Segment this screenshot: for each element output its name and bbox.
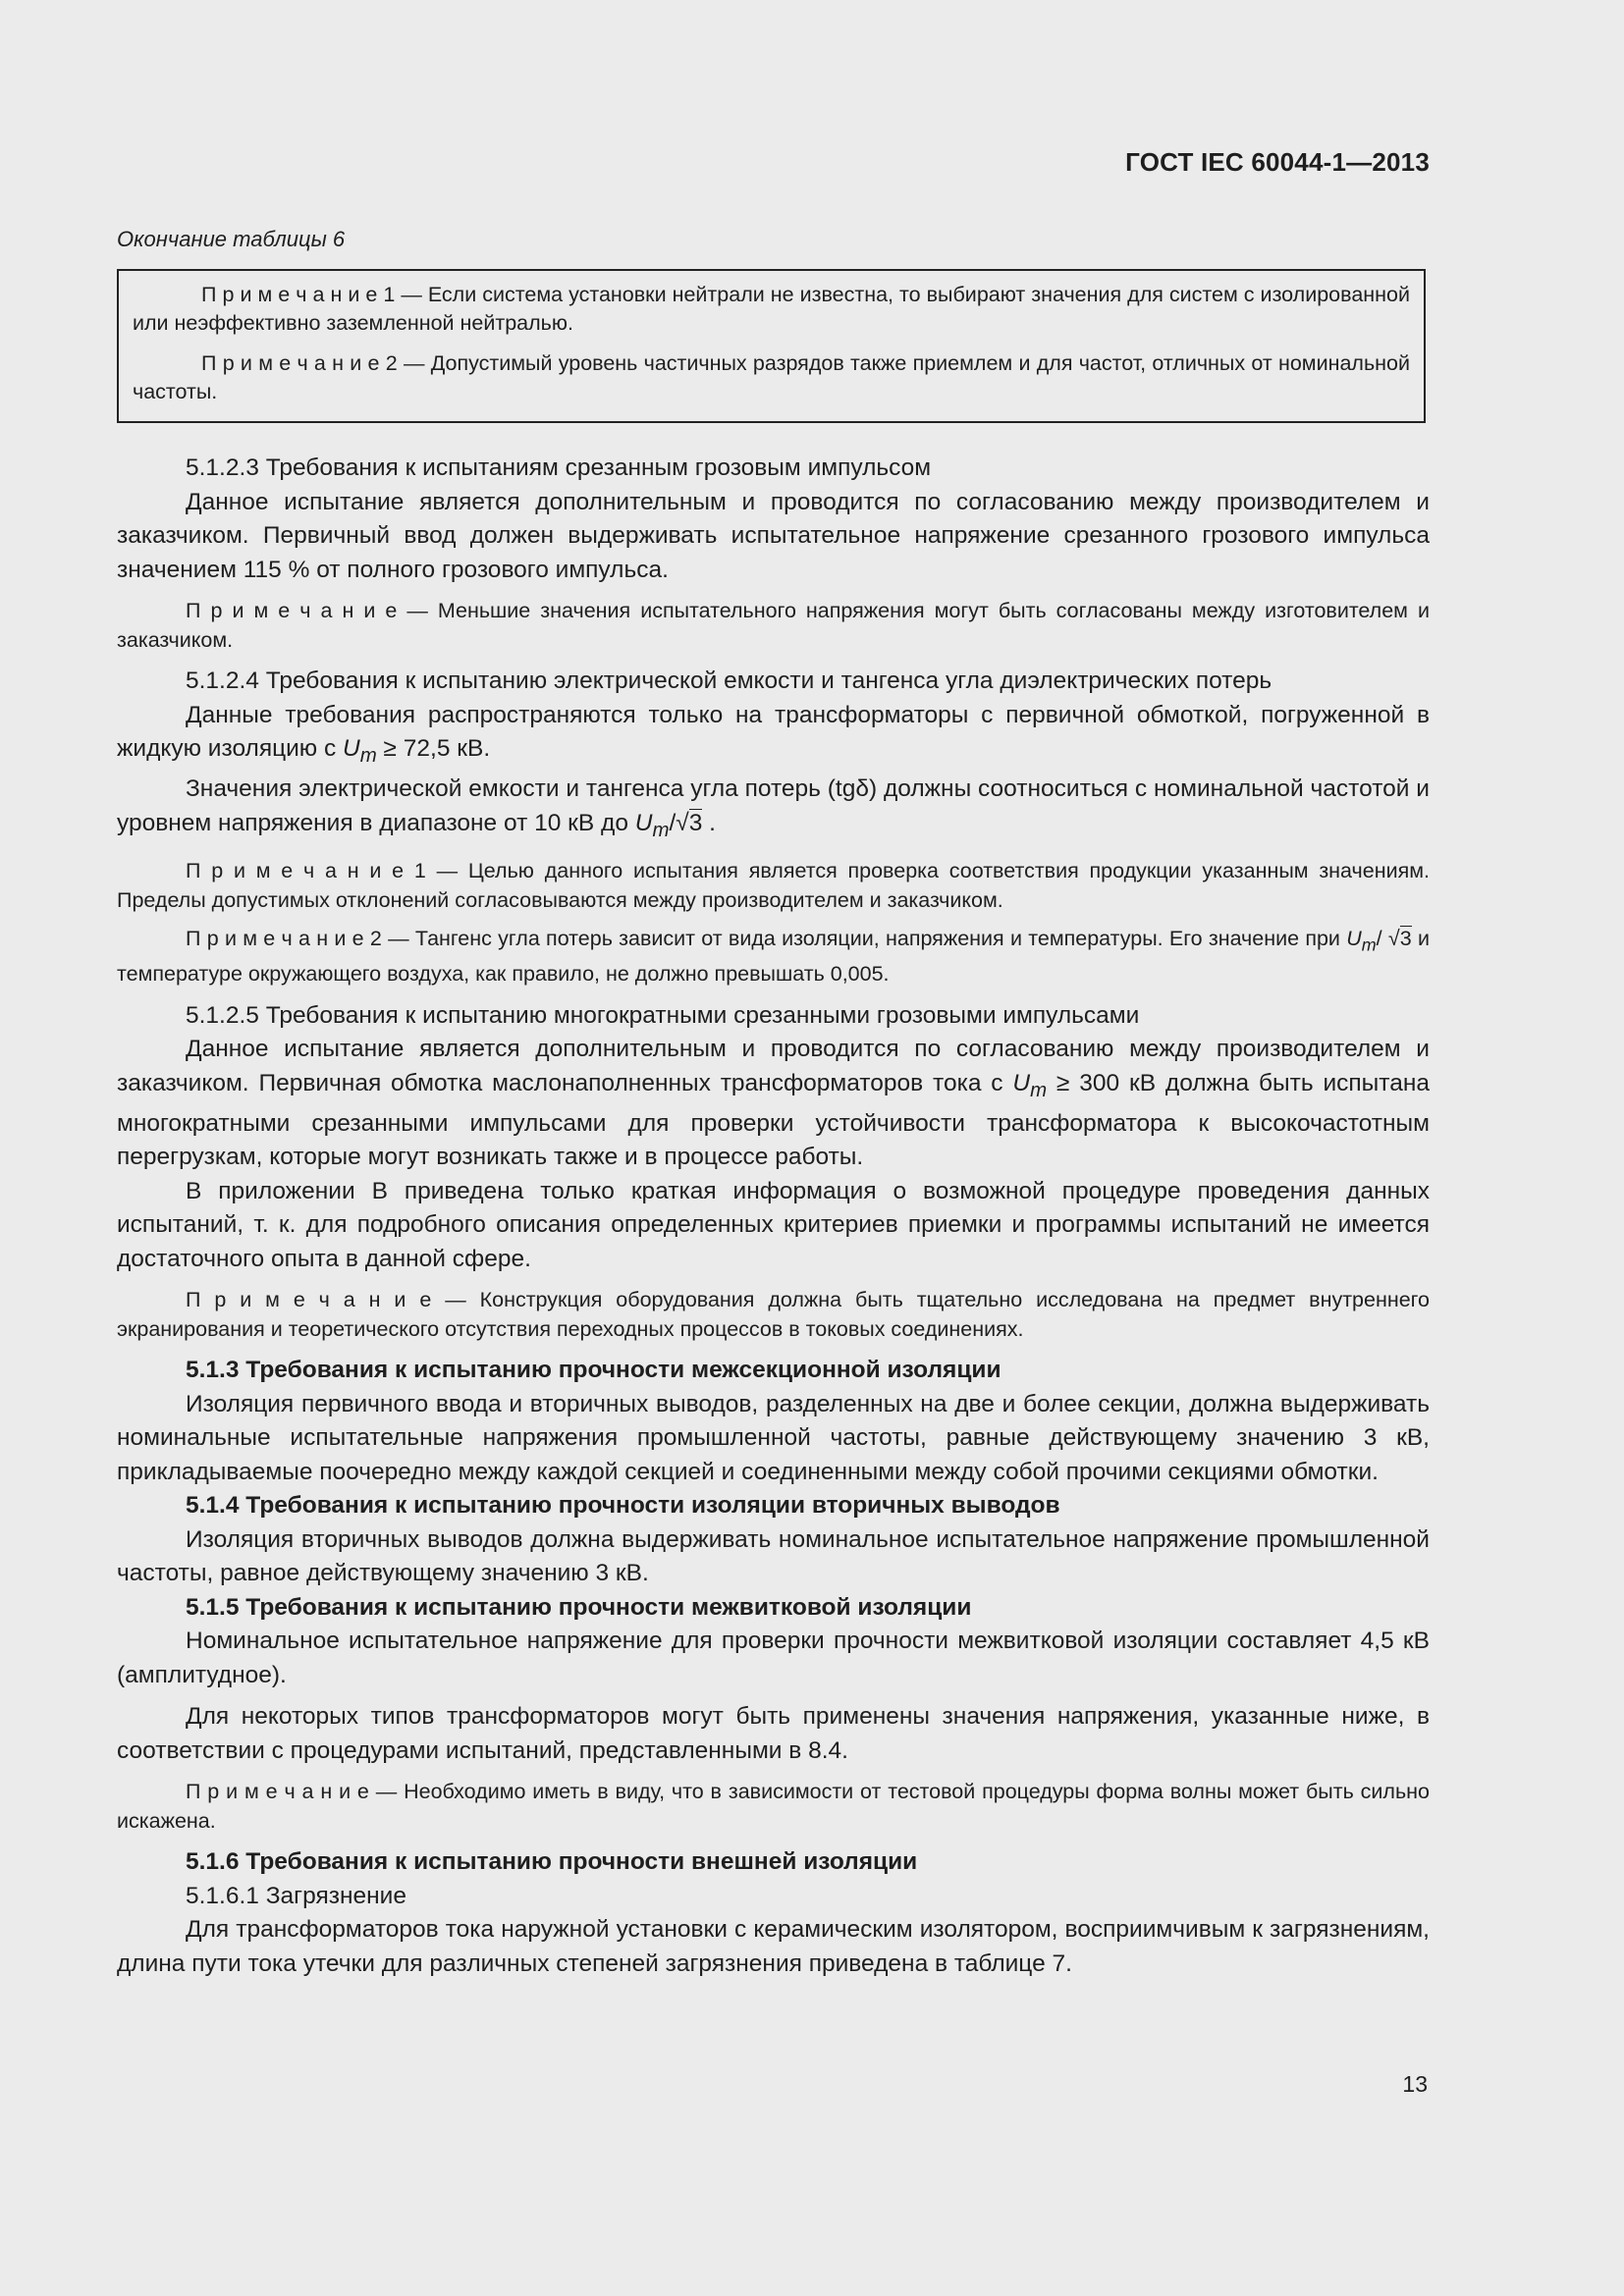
note-text: — Если система установки нейтрали не известна, то выбирают значения для систем с изолированной или неэффективно заземленной нейтралью. <box>133 283 1410 335</box>
u-letter: U <box>1346 927 1362 951</box>
section-5-1-2-5-note <box>117 1286 1430 1344</box>
box-note-2 <box>133 349 1410 406</box>
section-5-1-4-heading: 5.1.4 Требования к испытанию прочности изоляции вторичных выводов <box>186 1492 1060 1520</box>
section-5-1-2-3-note <box>117 597 1430 655</box>
section-5-1-6-1-paragraph: Для трансформаторов тока наружной установки с керамическим изолятором, восприимчивым к загрязнениям, длина пути тока утечки для различных степеней загрязнения приведена в таблице 7. <box>117 1916 1430 1977</box>
sqrt-symbol: √ <box>1387 927 1400 951</box>
section-5-1-2-5-paragraph-2: В приложении В приведена только краткая информация о возможной процедуре проведения данных испытаний, т. к. для подробного описания определенных критериев приемки и программы испытаний не имеется достаточного опыта в данной сфере. <box>117 1177 1430 1272</box>
section-5-1-5-note <box>117 1778 1430 1836</box>
note-label: П р и м е ч а н и е <box>186 1288 432 1312</box>
note-text: / <box>1376 927 1388 951</box>
note-label: П р и м е ч а н и е 2 <box>186 927 382 951</box>
section-5-1-5-paragraph-1: Номинальное испытательное напряжение для проверки прочности межвитковой изоляции составляет 4,5 кВ (амплитудное). <box>117 1628 1430 1688</box>
um-symbol <box>1346 927 1377 955</box>
table-caption: Окончание таблицы 6 <box>117 227 346 251</box>
note-label: П р и м е ч а н и е 1 <box>186 859 426 883</box>
sqrt-symbol: √ <box>676 809 689 836</box>
section-5-1-2-3-heading: 5.1.2.3 Требования к испытаниям срезанным грозовым импульсом <box>186 454 932 481</box>
m-subscript: m <box>652 819 670 841</box>
text-run: ≥ 300 кВ должна быть испытана многократными срезанными импульсами для проверки устойчивости трансформатора к высокочастотным перегрузкам, которые могут возникать также и в процессе работы. <box>117 1069 1430 1171</box>
text-run: . <box>702 809 716 836</box>
note-label: П р и м е ч а н и е <box>186 1780 369 1804</box>
section-5-1-3-heading: 5.1.3 Требования к испытанию прочности межсекционной изоляции <box>186 1357 1001 1384</box>
section-5-1-2-4-heading: 5.1.2.4 Требования к испытанию электрической емкости и тангенса угла диэлектрических потерь <box>186 667 1272 694</box>
note-label: П р и м е ч а н и е <box>186 599 398 622</box>
u-letter: U <box>634 809 653 836</box>
um-symbol <box>343 735 377 767</box>
table-notes-box <box>117 269 1426 423</box>
note-text: — Допустимый уровень частичных разрядов также приемлем и для частот, отличных от номинальной частоты. <box>133 351 1410 403</box>
note-text: — Целью данного испытания является проверка соответствия продукции указанным значениям. Пределы допустимых отклонений согласовываются между производителем и заказчиком. <box>117 859 1430 912</box>
section-5-1-3-paragraph: Изоляция первичного ввода и вторичных выводов, разделенных на две и более секции, должна выдерживать номинальные испытательные напряжения промышленной частоты, равные действующему значению 3 кВ, прикладываемые поочередно между каждой секцией и соединенными между собой прочими секциями обмотки. <box>117 1390 1430 1485</box>
u-letter: U <box>343 735 360 762</box>
section-5-1-5-heading: 5.1.5 Требования к испытанию прочности межвитковой изоляции <box>186 1593 972 1621</box>
note-text: — Конструкция оборудования должна быть тщательно исследована на предмет внутреннего экранирования и теоретического отсутствия переходных процессов в токовых соединениях. <box>117 1288 1431 1341</box>
box-note-1 <box>133 281 1410 338</box>
section-5-1-2-5-paragraph-1 <box>117 1033 1430 1175</box>
section-5-1-5-paragraph-2: Для некоторых типов трансформаторов могут быть применены значения напряжения, указанные ниже, в соответствии с процедурами испытаний, представленными в 8.4. <box>117 1703 1430 1764</box>
um-symbol <box>1012 1069 1048 1101</box>
document-body <box>117 452 1430 1981</box>
text-run: Данное испытание является дополнительным и проводится по согласованию между производителем и заказчиком. Первичная обмотка маслонаполненных трансформаторов тока с <box>117 1036 1430 1096</box>
note-text: и температуре окружающего воздуха, как правило, не должно превышать 0,005. <box>117 927 1430 987</box>
text-run: Данные требования распространяются только на трансформаторы с первичной обмоткой, погруженной в жидкую изоляцию с <box>117 701 1430 762</box>
u-letter: U <box>1012 1069 1031 1096</box>
note-text: — Меньшие значения испытательного напряжения могут быть согласованы между изготовителем и заказчиком. <box>117 599 1430 652</box>
text-run: ≥ 72,5 кВ. <box>376 735 491 762</box>
note-label: П р и м е ч а н и е 2 <box>201 351 398 375</box>
m-subscript: m <box>1361 934 1377 955</box>
section-5-1-6-heading: 5.1.6 Требования к испытанию прочности внешней изоляции <box>186 1848 918 1876</box>
note-text: — Тангенс угла потерь зависит от вида изоляции, напряжения и температуры. Его значение при <box>381 927 1347 951</box>
section-5-1-6-1-heading: 5.1.6.1 Загрязнение <box>186 1882 406 1909</box>
section-5-1-2-4-note-1 <box>117 857 1430 915</box>
section-5-1-4-paragraph: Изоляция вторичных выводов должна выдерживать номинальное испытательное напряжение промышленной частоты, равное действующему значению 3 кВ. <box>117 1525 1430 1587</box>
page-number: 13 <box>1402 2071 1428 2097</box>
section-5-1-2-5-heading: 5.1.2.5 Требования к испытанию многократными срезанными грозовыми импульсами <box>186 1001 1140 1029</box>
sqrt-radicand: 3 <box>688 809 703 836</box>
section-5-1-2-4-paragraph-1 <box>117 699 1430 774</box>
note-label: П р и м е ч а н и е 1 <box>201 283 396 306</box>
um-symbol <box>634 809 670 841</box>
text-run: / <box>669 809 677 836</box>
section-5-1-2-4-note-2 <box>117 925 1430 988</box>
m-subscript: m <box>1030 1079 1048 1101</box>
note-text: — Необходимо иметь в виду, что в зависимости от тестовой процедуры форма волны может быть сильно искажена. <box>117 1780 1430 1833</box>
sqrt-radicand: 3 <box>1399 927 1412 951</box>
m-subscript: m <box>359 744 377 767</box>
section-5-1-2-4-paragraph-2 <box>117 773 1430 847</box>
text-run: Значения электрической емкости и тангенса угла потерь (tgδ) должны соотноситься с номинальной частотой и уровнем напряжения в диапазоне от 10 кВ до <box>117 775 1430 836</box>
document-header: ГОСТ IEC 60044-1—2013 <box>1125 147 1430 177</box>
section-5-1-2-3-paragraph: Данное испытание является дополнительным и проводится по согласованию между производителем и заказчиком. Первичный ввод должен выдерживать испытательное напряжение срезанного грозового импульса значением 115 % от полного грозового импульса. <box>117 488 1430 583</box>
